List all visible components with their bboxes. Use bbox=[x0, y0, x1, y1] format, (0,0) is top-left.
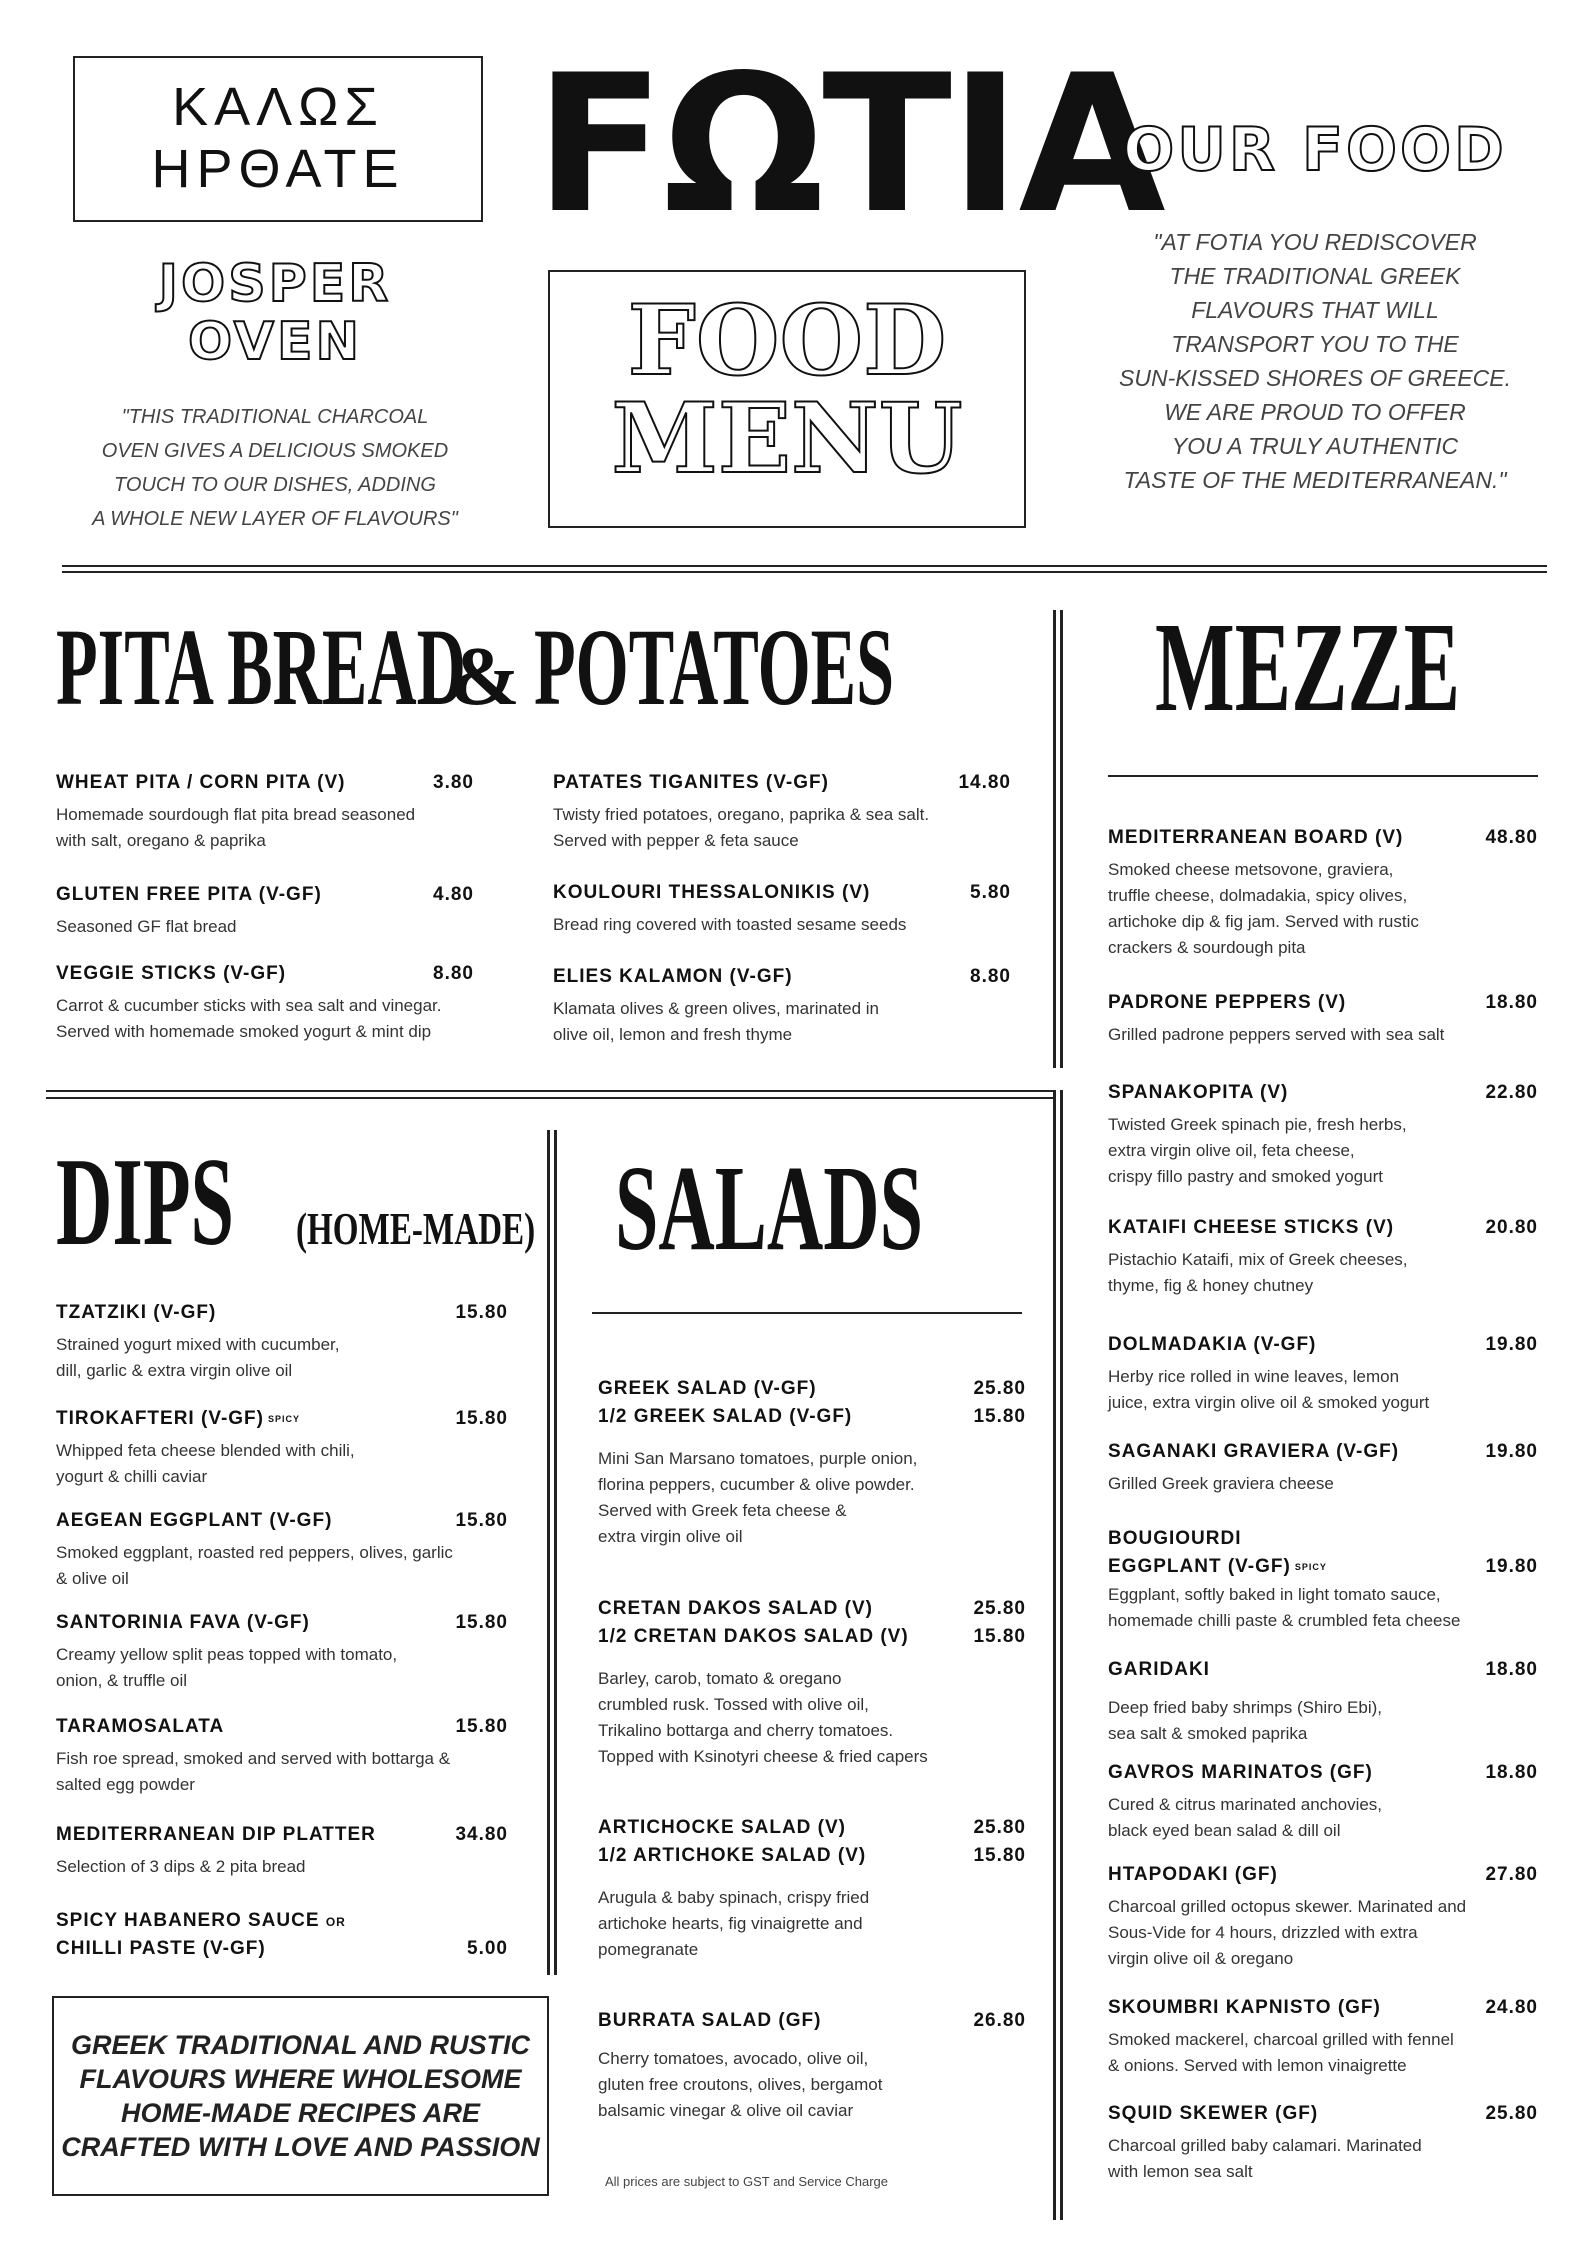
pita-mezze-divider bbox=[1053, 610, 1056, 1068]
menu-item-skoumbri: SKOUMBRI KAPNISTO (GF) 24.80 Smoked mackerel, charcoal grilled with fennel & onions. Served with lemon vinaigrette bbox=[1108, 1997, 1538, 2075]
salads-mezze-divider-2 bbox=[1060, 1090, 1063, 2220]
mid-divider-2 bbox=[46, 1097, 1056, 1099]
mezze-section-title: MEZZE bbox=[1155, 596, 1461, 738]
pita-mezze-divider-2 bbox=[1060, 610, 1063, 1068]
menu-item-tzatziki: TZATZIKI (V-GF) 15.80 Strained yogurt mixed with cucumber, dill, garlic & extra virgin olive oil bbox=[56, 1302, 508, 1380]
dips-salads-divider-2 bbox=[554, 1130, 557, 1975]
food-menu-box bbox=[548, 270, 1026, 528]
menu-item-aegean-eggplant: AEGEAN EGGPLANT (V-GF) 15.80 Smoked eggplant, roasted red peppers, olives, garlic & olive oil bbox=[56, 1510, 508, 1588]
menu-item-htapodaki: HTAPODAKI (GF) 27.80 Charcoal grilled octopus skewer. Marinated and Sous-Vide for 4 hours, drizzled with extra virgin olive oil & oregano bbox=[1108, 1864, 1538, 1968]
menu-item-padrone-peppers: PADRONE PEPPERS (V) 18.80 Grilled padrone peppers served with sea salt bbox=[1108, 992, 1538, 1044]
fotia-logo: FΩTIA bbox=[535, 34, 1164, 255]
menu-item-bougiourdi: BOUGIOURDI EGGPLANT (V-GF) SPICY 19.80 Eggplant, softly baked in light tomato sauce, homemade chilli paste & crumbled feta cheese bbox=[1108, 1528, 1538, 1630]
dips-subtitle: (HOME-MADE) bbox=[296, 1203, 536, 1254]
header-divider bbox=[62, 565, 1547, 567]
salads-underline bbox=[592, 1312, 1022, 1314]
food-menu-title: FOOD MENU bbox=[611, 284, 963, 495]
menu-item-burrata-salad: BURRATA SALAD (GF) 26.80 Cherry tomatoes, avocado, olive oil, gluten free croutons, olives, bergamot balsamic vinegar & olive oil caviar bbox=[598, 2010, 1026, 2120]
menu-item-artichoke-salad: ARTICHOCKE SALAD (V) 25.80 1/2 ARTICHOKE SALAD (V) 15.80 Arugula & baby spinach, crispy fried artichoke hearts, fig vinaigrette and pomegranate bbox=[598, 1817, 1026, 1959]
menu-item-greek-salad: GREEK SALAD (V-GF) 25.80 1/2 GREEK SALAD (V-GF) 15.80 Mini San Marsano tomatoes, purple onion, florina peppers, cucumber & olive powder. Served with Greek feta cheese & extra virgin olive oil bbox=[598, 1378, 1026, 1546]
menu-item-elies-kalamon: ELIES KALAMON (V-GF) 8.80 Klamata olives & green olives, marinated in olive oil, lemon and fresh thyme bbox=[553, 966, 1011, 1044]
menu-item-saganaki: SAGANAKI GRAVIERA (V-GF) 19.80 Grilled Greek graviera cheese bbox=[1108, 1441, 1538, 1493]
josper-quote: "THIS TRADITIONAL CHARCOAL OVEN GIVES A DELICIOUS SMOKED TOUCH TO OUR DISHES, ADDING A WHOLE NEW LAYER OF FLAVOURS" bbox=[92, 406, 458, 530]
price-footnote: All prices are subject to GST and Service Charge bbox=[605, 2174, 889, 2189]
spicy-tag: SPICY bbox=[267, 1413, 300, 1424]
menu-item-gavros: GAVROS MARINATOS (GF) 18.80 Cured & citrus marinated anchovies, black eyed bean salad & dill oil bbox=[1108, 1762, 1538, 1840]
menu-item-mediterranean-board: MEDITERRANEAN BOARD (V) 48.80 Smoked cheese metsovone, graviera, truffle cheese, dolmadakia, spicy olives, artichoke dip & fig jam. Served with rustic crackers & sourdough pita bbox=[1108, 827, 1538, 957]
menu-item-kataifi: KATAIFI CHEESE STICKS (V) 20.80 Pistachio Kataifi, mix of Greek cheeses, thyme, fig & honey chutney bbox=[1108, 1217, 1538, 1295]
our-food-quote: "AT FOTIA YOU REDISCOVER THE TRADITIONAL GREEK FLAVOURS THAT WILL TRANSPORT YOU TO THE SUN-KISSED SHORES OF GREECE. WE ARE PROUD TO OFFER YOU A TRULY AUTHENTIC TASTE OF THE MEDITERRANEAN." bbox=[1119, 229, 1511, 493]
dips-section-title: DIPS (HOME-MADE) bbox=[56, 1133, 536, 1272]
menu-item-patates-tiganites: PATATES TIGANITES (V-GF) 14.80 Twisty fried potatoes, oregano, paprika & sea salt. Served with pepper & feta sauce bbox=[553, 772, 1011, 850]
dips-salads-divider bbox=[547, 1130, 550, 1975]
tagline-box bbox=[52, 1996, 549, 2196]
menu-item-taramosalata: TARAMOSALATA 15.80 Fish roe spread, smoked and served with bottarga & salted egg powder bbox=[56, 1716, 508, 1794]
menu-item-tirokafteri: TIROKAFTERI (V-GF) SPICY 15.80 Whipped feta cheese blended with chili, yogurt & chilli caviar bbox=[56, 1408, 508, 1486]
our-food-title: OUR FOOD bbox=[1123, 115, 1507, 185]
menu-item-habanero: SPICY HABANERO SAUCE OR CHILLI PASTE (V-GF) 5.00 bbox=[56, 1910, 508, 1959]
menu-item-gluten-free-pita: GLUTEN FREE PITA (V-GF) 4.80 Seasoned GF flat bread bbox=[56, 884, 474, 936]
salads-mezze-divider bbox=[1053, 1090, 1056, 2220]
menu-item-squid-skewer: SQUID SKEWER (GF) 25.80 Charcoal grilled baby calamari. Marinated with lemon sea salt bbox=[1108, 2103, 1538, 2181]
menu-item-koulouri: KOULOURI THESSALONIKIS (V) 5.80 Bread ring covered with toasted sesame seeds bbox=[553, 882, 1011, 934]
menu-item-wheat-pita: WHEAT PITA / CORN PITA (V) 3.80 Homemade sourdough flat pita bread seasoned with salt, oregano & paprika bbox=[56, 772, 474, 850]
spicy-tag: SPICY bbox=[1294, 1561, 1327, 1572]
tagline-text: GREEK TRADITIONAL AND RUSTIC FLAVOURS WHERE WHOLESOME HOME-MADE RECIPES ARE CRAFTED WITH LOVE AND PASSION bbox=[61, 2030, 540, 2162]
salads-section-title: SALADS bbox=[615, 1141, 924, 1276]
mid-divider bbox=[46, 1090, 1056, 1092]
mezze-underline bbox=[1108, 775, 1538, 777]
menu-item-santorinia-fava: SANTORINIA FAVA (V-GF) 15.80 Creamy yellow split peas topped with tomato, onion, & truffle oil bbox=[56, 1612, 508, 1690]
menu-item-garidaki: GARIDAKI 18.80 Deep fried baby shrimps (Shiro Ebi), sea salt & smoked paprika bbox=[1108, 1659, 1538, 1743]
header-divider-2 bbox=[62, 571, 1547, 573]
welcome-box bbox=[73, 56, 483, 222]
menu-item-spanakopita: SPANAKOPITA (V) 22.80 Twisted Greek spinach pie, fresh herbs, extra virgin olive oil, feta cheese, crispy fillo pastry and smoked yogurt bbox=[1108, 1082, 1538, 1186]
menu-item-cretan-dakos: CRETAN DAKOS SALAD (V) 25.80 1/2 CRETAN DAKOS SALAD (V) 15.80 Barley, carob, tomato & oregano crumbled rusk. Tossed with olive oil, Trikalino bottarga and cherry tomatoes. Topped with Ksinotyri cheese & fried capers bbox=[598, 1598, 1026, 1766]
menu-item-veggie-sticks: VEGGIE STICKS (V-GF) 8.80 Carrot & cucumber sticks with sea salt and vinegar. Served with homemade smoked yogurt & mint dip bbox=[56, 963, 474, 1041]
pita-section-title: PITA BREAD& POTATOES bbox=[56, 606, 895, 728]
menu-item-dolmadakia: DOLMADAKIA (V-GF) 19.80 Herby rice rolled in wine leaves, lemon juice, extra virgin olive oil & smoked yogurt bbox=[1108, 1334, 1538, 1412]
josper-oven-title: JOSPER OVEN bbox=[158, 254, 392, 372]
welcome-greek-text: ΚΑΛΩΣ ΗΡΘΑΤΕ bbox=[151, 77, 405, 199]
menu-item-dip-platter: MEDITERRANEAN DIP PLATTER 34.80 Selection of 3 dips & 2 pita bread bbox=[56, 1824, 508, 1876]
